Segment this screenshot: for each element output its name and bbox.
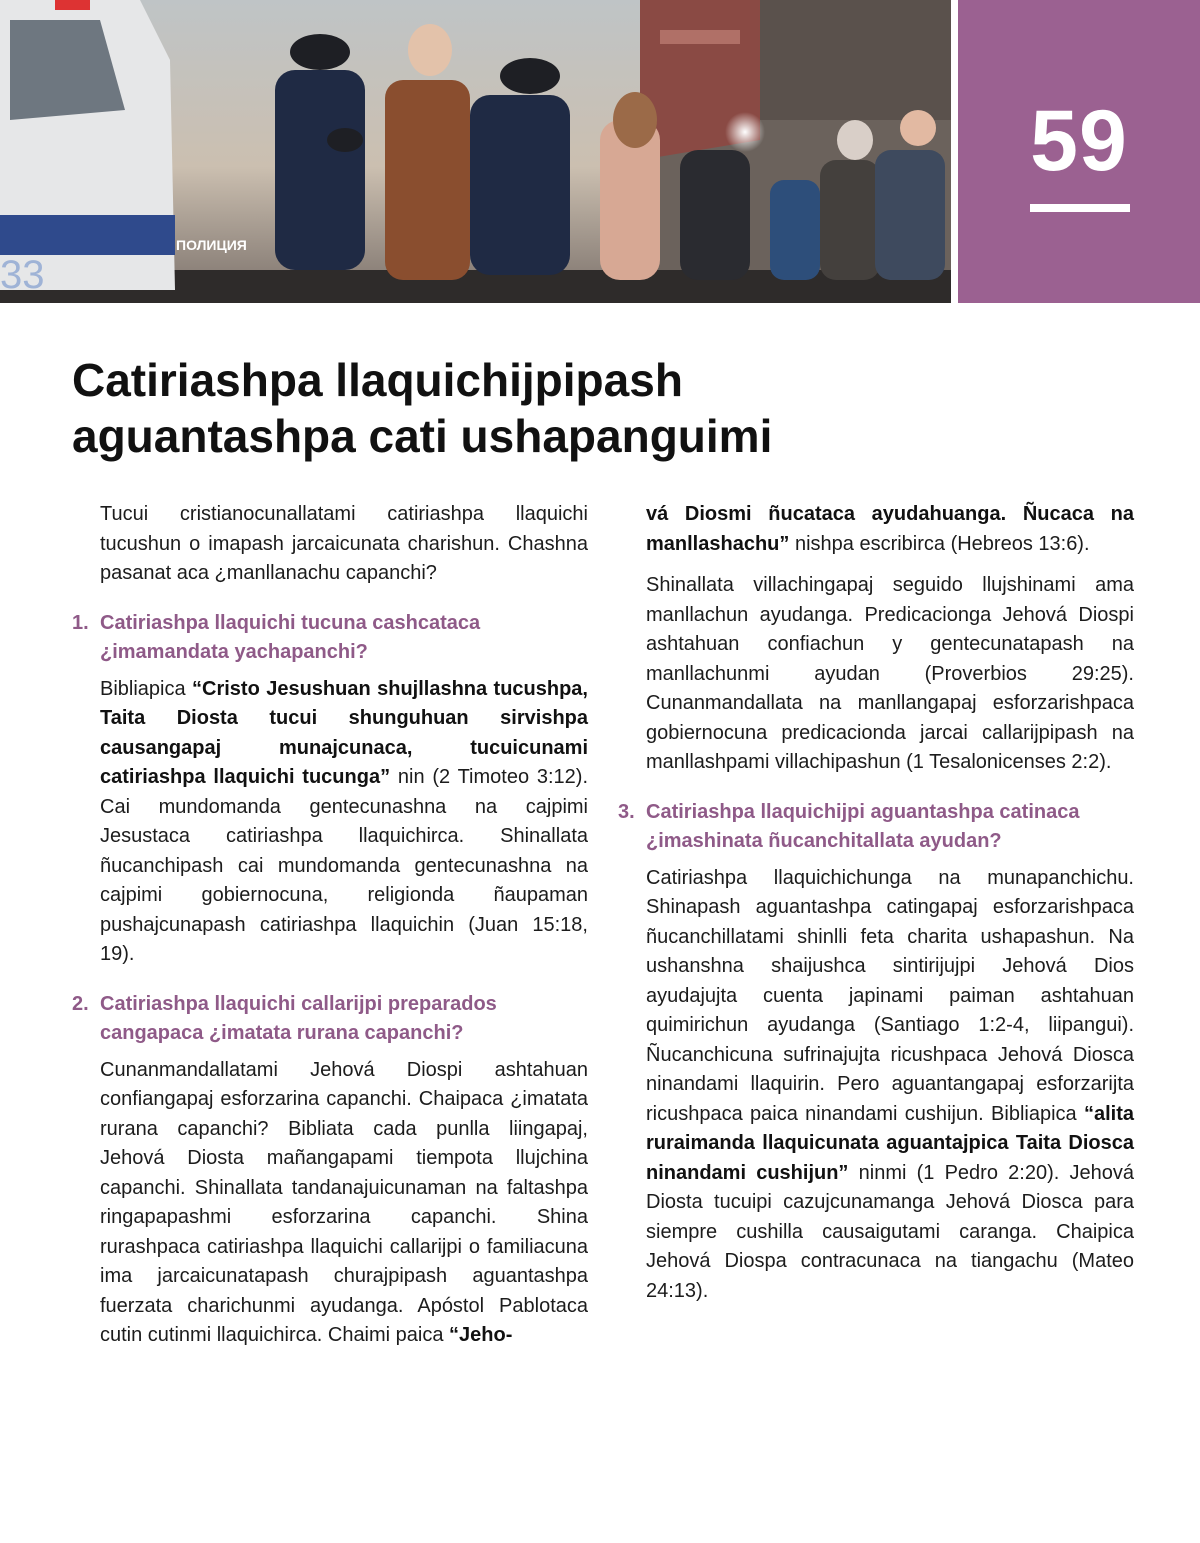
photo-icon [0, 0, 951, 303]
answer-1-quote: “Cristo Jesushuan shujllashna tucushpa, Taita Diosta tucui shunguhuan sirvishpa causangapaj munajcunaca, tucuicunami catiriashpa llaquichi tucunga” [100, 677, 588, 788]
intro-paragraph: Tucui cristianocunallatami catiriashpa llaquichi tucushun o imapash jarcaicunata charishun. Chashna pasanat aca ¿manllanachu capanchi? [100, 503, 588, 584]
lesson-number: 59 [1030, 93, 1128, 189]
answer-2-quote-end: vá Diosmi ñucataca ayudahuanga. Ñucaca na manllashachu” [646, 503, 1134, 555]
answer-2-lead: Cunanmandallatami Jehová Diospi ashtahuan confiangapaj esforzarina capanchi. Chaipaca ¿imatata rurana capanchi? Bibliata cada punlla liingapaj, Jehová Diosta mañangapami tiempota llujchina capanchi. Shinallata tandanajuicunaman na faltashpa ringapapashmi esforzarina capanchi. Shina rurashpaca catiriashpa llaquichi callarijpi o familiacuna ima jarcaicunatapash churajpipash aguantashpa fuerzata charichunmi ayudanga. Apóstol Pablotaca cutin cutinmi llaquichirca. Chaimi paica [100, 1058, 588, 1346]
answer-2-quote-start: “Jeho- [449, 1324, 513, 1346]
answer-3-rest: ninmi (1 Pedro 2:20). Jehová Diosta tucuipi cazujcunamanga Jehová Diosca para siempre cushilla causaigutami caranga. Chaipica Jehová Diospa contracunaca na tiangachu (Mateo 24:13). [646, 1161, 1134, 1302]
title-line-1: Catiriashpa llaquichijpipash [72, 354, 683, 406]
answer-2-paragraph-1-continued [618, 500, 1134, 559]
question-1-text: Catiriashpa llaquichi tucuna cashcataca ¿imamandata yachapanchi? [100, 611, 481, 663]
answer-3-paragraph [618, 864, 1134, 1307]
question-3-number: 3. [618, 800, 635, 823]
question-2 [72, 990, 588, 1048]
question-2-number: 2. [72, 992, 89, 1015]
lesson-number-box [958, 0, 1200, 303]
title-line-2: aguantashpa cati ushapanguimi [72, 410, 773, 462]
van-number: 33 [0, 253, 45, 297]
lesson-number-underline [1030, 204, 1130, 212]
answer-2-paragraph-2: Shinallata villachingapaj seguido llujshinami ama manllachun ayudanga. Predicacionga Jehová Diospi ashtahuan confiachun y gentecunatapash na manllachunmi ayudan (Proverbios 29:25). Cunanmandallata na manllangapaj esforzarishpaca gobiernocuna predicacionda jarcai callarijpipash na manllashpami villachipashun (1 Tesalonicenses 2:2). [646, 574, 1134, 773]
answer-1-lead: Bibliapica [100, 677, 193, 700]
right-column [618, 500, 1134, 1318]
question-3-text: Catiriashpa llaquichijpi aguantashpa catinaca ¿imashinata ñucanchitallata ayudan? [646, 800, 1080, 852]
question-1 [72, 609, 588, 667]
question-2-text: Catiriashpa llaquichi callarijpi preparados cangapaca ¿imatata rurana capanchi? [100, 992, 497, 1044]
answer-2-reference: nishpa escribirca (Hebreos 13:6). [789, 532, 1090, 555]
left-column [72, 500, 588, 1363]
answer-3-quote: “alita ruraimanda llaquicunata aguantajpica Taita Diosca ninandami cushijun” [646, 1102, 1134, 1184]
answer-1-paragraph [72, 675, 588, 970]
page-title [72, 352, 1132, 464]
header-photo [0, 0, 951, 303]
answer-2-paragraph-1 [72, 1056, 588, 1351]
question-1-number: 1. [72, 611, 89, 634]
answer-3-lead: Catiriashpa llaquichichunga na munapanchichu. Shinapash aguantashpa catingapaj esforzarishpaca ñucanchillatami shinlli feta charita ushapashun. Na ushanshna shaijushca sintirijujpi Jehová Dios ayudajujta cuenta japinami paiman ashtahuan quimirichun ayudanga (Santiago 1:2-4, liipangui). Ñucanchicuna sufrinajujta ricushpaca Jehová Diosca ninandami llaquirin. Pero aguantangapaj esforzarijta ricushpaca paica ninandami cushijun. Bibliapica [646, 866, 1134, 1125]
question-3 [618, 798, 1134, 856]
van-label: ПОЛИЦИЯ [176, 237, 247, 253]
answer-1-rest: nin (2 Timoteo 3:12). Cai mundomanda gentecunashna na cajpimi Jesustaca catiriashpa llaquichirca. Shinallata ñucanchipash cai mundomanda gentecunashna na cajpimi gobiernocuna, religionda ñaupaman pushajcunapash catiriashpa llaquichin (Juan 15:18, 19). [100, 766, 589, 965]
